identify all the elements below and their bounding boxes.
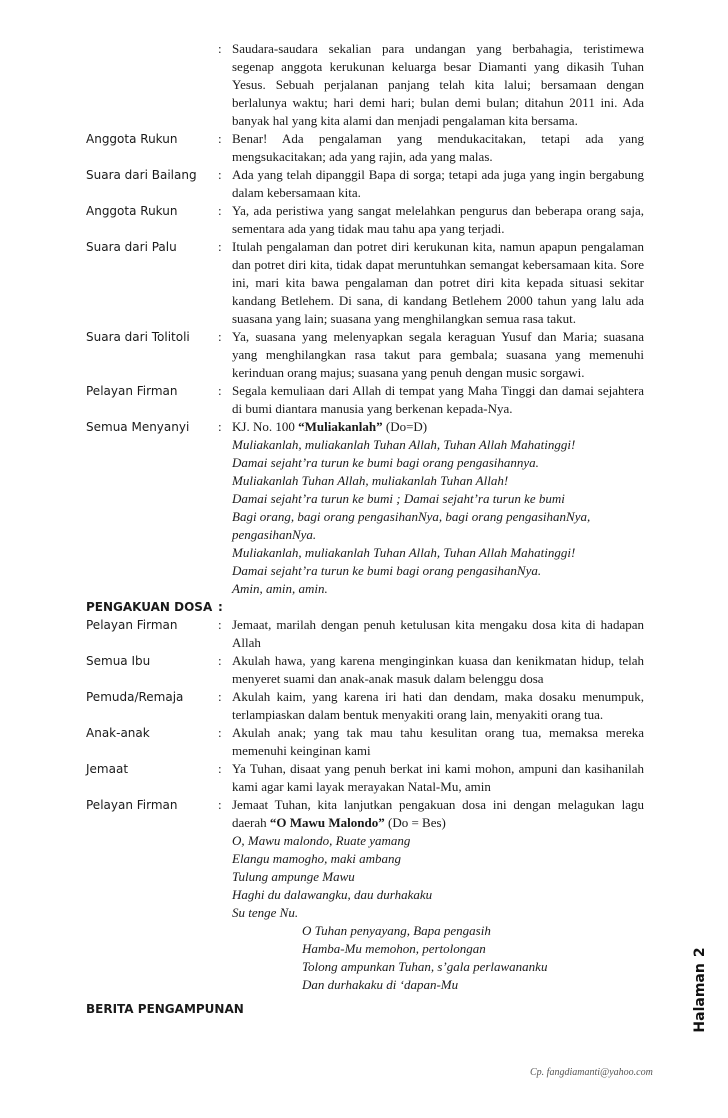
speaker: Semua Ibu <box>86 654 151 668</box>
page-word: Halaman <box>692 963 708 1033</box>
section-heading <box>86 598 644 616</box>
colon: : <box>218 653 222 668</box>
lyric-line: Muliakanlah, muliakanlah Tuhan Allah, Tuhan Allah Mahatinggi! <box>232 437 576 452</box>
lyric-line: pengasihanNya. <box>232 527 317 542</box>
lyric-line: Elangu mamogho, maki ambang <box>232 851 401 866</box>
dialog-text: Akulah kaim, yang karena iri hati dan dendam, maka dosaku menumpuk, terlampiaskan dalam bentuk menyakiti orang lain, menyakiti orang tua. <box>232 689 644 722</box>
song-intro: KJ. No. 100 <box>232 419 299 434</box>
song-title-line <box>232 796 644 832</box>
speaker: Anggota Rukun <box>86 204 178 218</box>
colon: : <box>218 600 223 614</box>
lyric-line: Damai sejaht’ra turun ke bumi bagi orang pengasihanNya. <box>232 563 542 578</box>
colon: : <box>218 761 222 776</box>
lyric-line: Haghi du dalawangku, dau durhakaku <box>232 887 433 902</box>
lyric-line: Damai sejaht’ra turun ke bumi ; Damai sejaht’ra turun ke bumi <box>232 491 565 506</box>
dialog-text: Itulah pengalaman dan potret diri kerukunan kita, namun apapun pengalaman dan potret diri kita, tidak dapat meruntuhkan semangat kebersamaan kita. Sore ini, mari kita bawa pengalaman dan potret diri kita kepada situasi sekitar kandang Betlehem. Di sana, di kandang Betlehem 2000 tahun yang lalu ada suasana yang lain; suasana yang menghilangkan semua rasa takut. <box>232 239 644 326</box>
dialog-text: Ya, suasana yang melenyapkan segala keraguan Yusuf dan Maria; suasana yang menghilangkan rasa takut para gembala; suasana yang memenuhi kerinduan orang majus; suasana yang penuh dengan music sorgawi. <box>232 329 644 380</box>
lyric-line-translation: Hamba-Mu memohon, pertolongan <box>302 941 486 956</box>
lyric-line: Muliakanlah, muliakanlah Tuhan Allah, Tuhan Allah Mahatinggi! <box>232 545 576 560</box>
dialog-text: Saudara-saudara sekalian para undangan yang berbahagia, teristimewa segenap anggota kerukunan keluarga besar Diamanti yang dikasih Tuhan Yesus. Sebuah perjalanan panjang telah kita lalui; bersamaan dengan berlalunya waktu; hari demi hari; bulan demi bulan; ditahun 2011 ini. Ada banyak hal yang kita alami dan menjadi pengalaman kita bersama. <box>232 41 644 128</box>
section-heading-label: PENGAKUAN DOSA <box>86 600 213 614</box>
lyric-line: Damai sejaht’ra turun ke bumi bagi orang pengasihannya. <box>232 455 539 470</box>
dialog-text: Segala kemuliaan dari Allah di tempat yang Maha Tinggi dan damai sejahtera di bumi diantara manusia yang berkenan kepada-Nya. <box>232 383 644 416</box>
dialog-row <box>86 166 644 202</box>
colon: : <box>218 167 222 182</box>
section-heading-label: BERITA PENGAMPUNAN <box>86 1002 244 1016</box>
speaker: Semua Menyanyi <box>86 420 190 434</box>
colon: : <box>218 383 222 398</box>
speaker: Pelayan Firman <box>86 618 178 632</box>
colon: : <box>218 131 222 146</box>
dialog-text: Ya Tuhan, disaat yang penuh berkat ini kami mohon, ampuni dan kasihanilah kami agar kami layak merayakan Natal-Mu, amin <box>232 761 644 794</box>
dialog-text: Ya, ada peristiwa yang sangat melelahkan pengurus dan beberapa orang saja, sementara ada yang tidak mau tahu apa yang terjadi. <box>232 203 644 236</box>
dialog-row <box>86 328 644 382</box>
section-heading <box>86 1000 644 1018</box>
colon: : <box>218 239 222 254</box>
dialog-text: Akulah anak; yang tak mau tahu kesulitan orang tua, memaksa mereka memenuhi keinginan kami <box>232 725 644 758</box>
colon: : <box>218 617 222 632</box>
dialog-text: Ada yang telah dipanggil Bapa di sorga; tetapi ada juga yang ingin bergabung dalam kebersamaan kita. <box>232 167 644 200</box>
song-title: “Muliakanlah” <box>298 419 383 434</box>
dialog-row <box>86 130 644 166</box>
song-key: (Do=D) <box>382 419 428 434</box>
song-block <box>232 796 644 994</box>
dialog-text: Benar! Ada pengalaman yang mendukacitakan, tetapi ada yang mengsukacitakan; ada yang rajin, ada yang malas. <box>232 131 644 164</box>
song-intro: Jemaat Tuhan, kita lanjutkan pengakuan dosa ini dengan melagukan lagu daerah <box>232 797 644 830</box>
lyric-line-translation: Dan durhakaku di ‘dapan-Mu <box>302 977 459 992</box>
colon: : <box>218 329 222 344</box>
speaker: Anak-anak <box>86 726 150 740</box>
colon: : <box>218 797 222 812</box>
song-row <box>86 796 644 994</box>
page-num: 2 <box>692 947 708 958</box>
lyric-line-translation: O Tuhan penyayang, Bapa pengasih <box>302 923 491 938</box>
document-body <box>86 40 644 1018</box>
lyric-line: O, Mawu malondo, Ruate yamang <box>232 833 411 848</box>
dialog-row <box>86 40 644 130</box>
song-block <box>232 418 644 598</box>
speaker: Suara dari Palu <box>86 240 177 254</box>
lyric-line: Amin, amin, amin. <box>232 581 328 596</box>
speaker: Suara dari Bailang <box>86 168 197 182</box>
lyric-line: Muliakanlah Tuhan Allah, muliakanlah Tuhan Allah! <box>232 473 509 488</box>
dialog-row <box>86 760 644 796</box>
speaker <box>86 40 218 130</box>
lyric-line-translation: Tolong ampunkan Tuhan, s’gala perlawananku <box>302 959 548 974</box>
dialog-row <box>86 724 644 760</box>
colon: : <box>218 203 222 218</box>
speaker: Jemaat <box>86 762 129 776</box>
lyric-line: Tulung ampunge Mawu <box>232 869 355 884</box>
song-title: “O Mawu Malondo” <box>269 815 385 830</box>
speaker: Anggota Rukun <box>86 132 178 146</box>
colon: : <box>218 689 222 704</box>
song-row <box>86 418 644 598</box>
lyric-line: Bagi orang, bagi orang pengasihanNya, bagi orang pengasihanNya, <box>232 509 591 524</box>
dialog-row <box>86 238 644 328</box>
speaker: Pelayan Firman <box>86 798 178 812</box>
footer-email: Cp. fangdiamanti@yahoo.com <box>530 1067 653 1078</box>
page-number <box>670 947 728 1033</box>
lyric-line: Su tenge Nu. <box>232 905 299 920</box>
dialog-row <box>86 688 644 724</box>
colon: : <box>218 419 222 434</box>
dialog-text: Jemaat, marilah dengan penuh ketulusan kita mengaku dosa kita di hadapan Allah <box>232 617 644 650</box>
speaker: Pemuda/Remaja <box>86 690 184 704</box>
song-key: (Do = Bes) <box>384 815 446 830</box>
dialog-row <box>86 616 644 652</box>
dialog-row <box>86 652 644 688</box>
colon: : <box>218 41 222 56</box>
speaker: Suara dari Tolitoli <box>86 330 190 344</box>
dialog-row <box>86 202 644 238</box>
colon: : <box>218 725 222 740</box>
dialog-row <box>86 382 644 418</box>
speaker: Pelayan Firman <box>86 384 178 398</box>
dialog-text: Akulah hawa, yang karena menginginkan kuasa dan kenikmatan hidup, telah menyeret suami dan anak-anak masuk dalam belenggu dosa <box>232 653 644 686</box>
song-title-line <box>232 418 644 436</box>
